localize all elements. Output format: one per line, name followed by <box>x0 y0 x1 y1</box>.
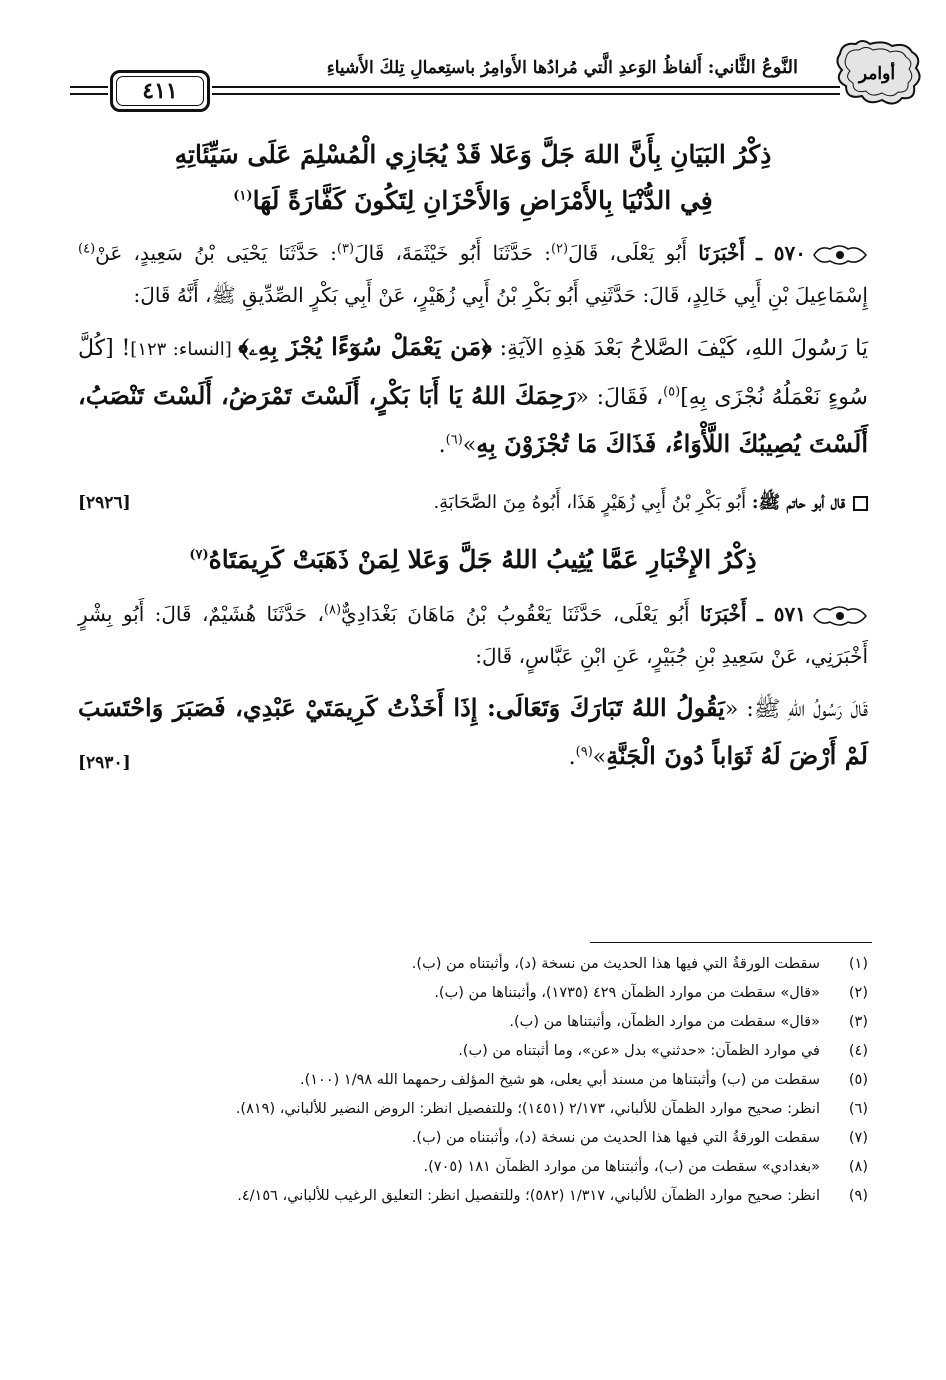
footnote-number: (٨) <box>848 1159 868 1175</box>
prophetic-speech: يَقُولُ اللهُ تَبَارَكَ وَتَعَالَى: إِذَا أَخَذْتُ كَرِيمَتَيْ عَبْدِي، فَصَبَرَ وَاحْتَسَبَ لَمْ أَرْضَ لَهُ ثَوَاباً دُونَ الْجَنَّةِ <box>78 693 868 770</box>
isnad-text: إِسْمَاعِيلَ بْنِ أَبِي خَالِدٍ، قَالَ: حَدَّثَنِي أَبُو بَكْرِ بْنُ أَبِي زُهَيْرٍ، عَنْ أَبِي بَكْرٍ الصِّدِّيقِ ﷺ، أَنَّهُ قَالَ: <box>133 283 868 307</box>
page-header <box>70 30 900 120</box>
footnote-ref: (٢) <box>550 241 569 257</box>
prophetic-speech: رَحِمَكَ اللهُ يَا أَبَا بَكْرٍ، أَلَسْتَ تَمْرَضُ، أَلَسْتَ تَنْصَبُ، أَلَسْتَ يُصِيبُكَ اللَّأْوَاءُ، فَذَاكَ مَا تُجْزَوْنَ بِهِ <box>78 381 868 458</box>
section-heading-1 <box>78 132 868 224</box>
footnote-number: (٧) <box>848 1130 868 1146</box>
isnad-text: : حَدَّثَنَا أَبُو خَيْثَمَةَ، قَالَ <box>354 241 551 265</box>
heading-line <box>78 537 868 583</box>
footnote-text: انظر: صحيح موارد الظمآن للألباني، ٢/١٧٣ (١٤٥١)؛ وللتفصيل انظر: الروض النضير للألباني، (٨١٩). <box>235 1101 820 1117</box>
matn-text: ، فَقَالَ: « <box>575 385 664 410</box>
remark-text: أَبُو بَكْرِ بْنُ أَبِي زُهَيْرٍ هَذَا، أَبُوهُ مِنَ الصَّحَابَةِ. <box>433 492 752 513</box>
footnote-ref: (٣) <box>336 241 355 257</box>
footnote-text: انظر: صحيح موارد الظمآن للألباني، ١/٣١٧ (٥٨٢)؛ وللتفصيل انظر: التعليق الرغيب للألباني، ٤/١٥٦. <box>237 1188 820 1204</box>
matn-text: قَالَ رَسُولُ اللهِ ﷺ: « <box>724 697 868 722</box>
matn-text: ! [كُلَّ سُوءٍ نَعْمَلُهُ نُجْزَى بِهِ] <box>78 336 868 410</box>
hadith-570 <box>78 232 868 523</box>
header-rule-right <box>212 84 840 98</box>
quran-verse: ﴿مَن يَعْمَلْ سُوٓءًا يُجْزَ بِهِۦ﴾ <box>238 332 492 361</box>
matn <box>78 685 868 781</box>
footnote <box>78 1037 868 1066</box>
matn-text: » <box>462 433 477 458</box>
footnote <box>78 1066 868 1095</box>
footnote-text: «قال» سقطت من موارد الظمآن ٤٢٩ (١٧٣٥)، وأثبتناها من (ب). <box>434 985 820 1001</box>
footnote <box>78 950 868 979</box>
footnote <box>78 1153 868 1182</box>
footnote <box>78 1008 868 1037</box>
badge-text: أوامر <box>858 64 896 84</box>
isnad-text: أَبُو يَعْلَى، حَدَّثَنَا يَعْقُوبُ بْنُ مَاهَانَ بَغْدَادِيٌّ <box>341 602 700 626</box>
footnote-separator <box>590 942 872 943</box>
section-heading-2 <box>78 537 868 583</box>
hadith-marker-icon <box>812 243 868 267</box>
footnote <box>78 979 868 1008</box>
footnote-ref: (٤) <box>78 241 96 257</box>
matn-text: » <box>592 745 607 770</box>
akhbarana: أَخْبَرَنَا <box>698 241 745 265</box>
running-title <box>198 57 798 78</box>
hadith-cross-ref: [٢٩٢٦] <box>78 493 131 513</box>
matn <box>78 324 868 469</box>
page-number: ٤١١ <box>142 78 178 104</box>
running-title-label: النَّوعُ الثَّاني: <box>707 57 798 78</box>
isnad <box>78 593 868 677</box>
footnote-ref: (٩) <box>575 744 593 760</box>
isnad <box>78 232 868 316</box>
footnote-ref: (٦) <box>445 432 463 448</box>
square-bullet-icon <box>853 496 868 511</box>
footnote-text: سقطت الورقةُ التي فيها هذا الحديث من نسخة (د)، وأثبتناه من (ب). <box>411 1130 820 1146</box>
heading-text: ذِكْرُ الإِخْبَارِ عَمَّا يُثِيبُ اللهُ جَلَّ وَعَلا لِمَنْ ذَهَبَتْ كَرِيمَتَاهُ <box>208 545 757 574</box>
footnote-ref: (٥) <box>663 384 681 400</box>
footnote <box>78 1124 868 1153</box>
hadith-number: ٥٧٠ ـ <box>756 241 806 265</box>
quran-reference: [النساء: ١٢٣] <box>130 339 239 360</box>
hadith-marker-icon <box>812 604 868 628</box>
main-content <box>78 130 868 781</box>
matn-text: . <box>568 745 576 770</box>
footnote-number: (٣) <box>848 1014 868 1030</box>
matn-block <box>78 685 868 781</box>
footnote-ref: (٨) <box>323 602 342 618</box>
header-rule-left <box>70 84 108 98</box>
footnote-text: سقطت الورقةُ التي فيها هذا الحديث من نسخة (د)، وأثبتناه من (ب). <box>411 956 820 972</box>
heading-line: ذِكْرُ البَيَانِ بِأَنَّ اللهَ جَلَّ وَعَلا قَدْ يُجَازِي الْمُسْلِمَ عَلَى سَيِّئَاتِهِ <box>174 140 772 169</box>
puzzle-badge-icon <box>832 36 922 108</box>
footnote-text: «بغدادي» سقطت من (ب)، وأثبتناها من موارد الظمآن ١٨١ (٧٠٥). <box>423 1159 820 1175</box>
hadith-cross-ref: [٢٩٣٠] <box>78 753 131 773</box>
remark-author: قال أبو حاتم ﷺ: <box>751 492 845 513</box>
hadith-571 <box>78 593 868 781</box>
footnote-number: (٥) <box>848 1072 868 1088</box>
footnote <box>78 1095 868 1124</box>
running-title-text: أَلفاظُ الوَعدِ الَّتي مُرادُها الأَوامِرُ باستِعمالِ تِلكَ الأَشياءِ <box>326 58 702 78</box>
matn-text: . <box>438 433 446 458</box>
footnote-number: (٢) <box>848 985 868 1001</box>
matn-text: يَا رَسُولَ اللهِ، كَيْفَ الصَّلاحُ بَعْدَ هَذِهِ الآيَةِ: <box>491 336 869 361</box>
heading-line <box>78 178 868 224</box>
footnote-number: (٤) <box>848 1043 868 1059</box>
page-number-frame <box>110 70 210 112</box>
footnote-text: سقطت من (ب) وأثبتناها من مسند أبي يعلى، هو شيخ المؤلف رحمهما الله ١/٩٨ (١٠٠). <box>299 1072 820 1088</box>
remark <box>78 483 868 523</box>
footnote-ref: (١) <box>233 188 253 204</box>
footnote <box>78 1182 868 1211</box>
hadith-number: ٥٧١ ـ <box>756 602 806 626</box>
footnote-text: في موارد الظمآن: «حدثني» بدل «عن»، وما أثبتناه من (ب). <box>458 1043 820 1059</box>
isnad-text: أَبُو يَعْلَى، قَالَ <box>568 241 699 265</box>
footnote-number: (١) <box>848 956 868 972</box>
isnad-text: ، حَدَّثَنَا هُشَيْمٌ، قَالَ: أَبُو بِشْرٍ أَخْبَرَنِي، عَنْ سَعِيدِ بْنِ جُبَيْرٍ، عَنِ ابْنِ عَبَّاسٍ، قَالَ: <box>78 602 868 668</box>
heading-text: فِي الدُّنْيَا بِالأَمْرَاضِ وَالأَحْزَانِ لِتَكُونَ كَفَّارَةً لَهَا <box>252 186 713 215</box>
footnote-number: (٩) <box>848 1188 868 1204</box>
footnote-number: (٦) <box>848 1101 868 1117</box>
footnote-ref: (٧) <box>189 547 209 563</box>
footnotes <box>78 950 868 1211</box>
footnote-text: «قال» سقطت من موارد الظمآن، وأثبتناها من (ب). <box>509 1014 820 1030</box>
isnad-text: : حَدَّثَنَا يَحْيَى بْنُ سَعِيدٍ، عَنْ <box>95 241 337 265</box>
akhbarana: أَخْبَرَنَا <box>699 602 747 626</box>
